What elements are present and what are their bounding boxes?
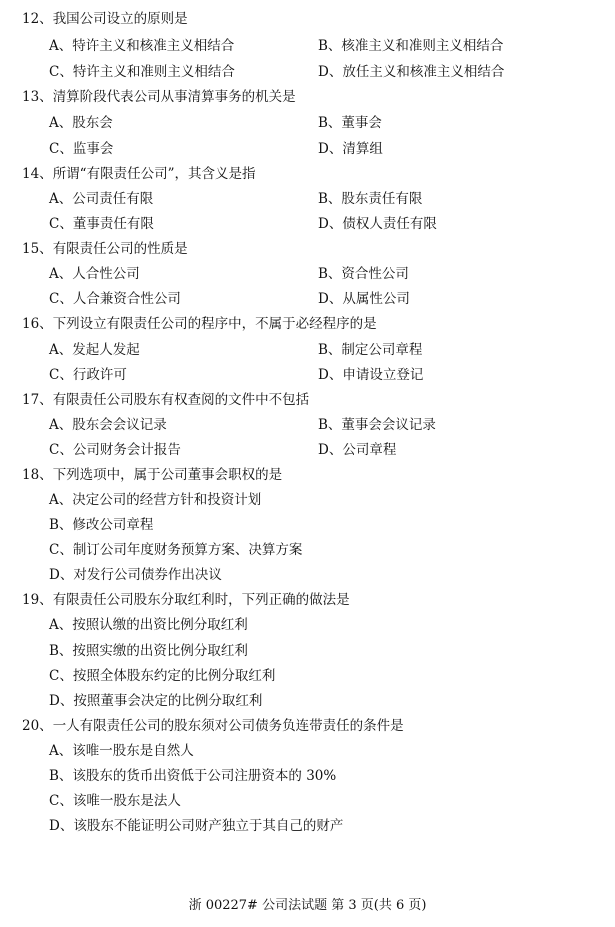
option-d: D、清算组 [318, 141, 383, 157]
option-d: D、按照董事会决定的比例分取红利 [49, 693, 263, 709]
question-16 [22, 315, 377, 333]
option-a: A、该唯一股东是自然人 [49, 743, 194, 759]
question-stem: 一人有限责任公司的股东须对公司债务负连带责任的条件是 [52, 718, 404, 734]
option-b: B、董事会 [318, 115, 382, 131]
question-number: 13、 [22, 89, 53, 105]
option-a: A、股东会会议记录 [49, 417, 167, 433]
question-15 [22, 240, 188, 258]
option-c: C、特许主义和准则主义相结合 [49, 64, 235, 80]
option-a: A、人合性公司 [49, 266, 140, 282]
option-d: D、放任主义和核准主义相结合 [318, 64, 505, 80]
option-b: B、修改公司章程 [49, 517, 154, 533]
question-number: 15、 [22, 241, 53, 257]
option-a: A、公司责任有限 [49, 191, 154, 207]
option-d: D、债权人责任有限 [318, 216, 437, 232]
option-d: D、对发行公司债券作出决议 [49, 567, 222, 583]
option-a: A、决定公司的经营方针和投资计划 [49, 492, 262, 508]
question-stem: 有限责任公司股东分取红利时，下列正确的做法是 [52, 592, 350, 608]
option-c: C、按照全体股东约定的比例分取红利 [49, 668, 276, 684]
option-c: C、行政许可 [49, 367, 127, 383]
question-stem: 下列选项中，属于公司董事会职权的是 [52, 467, 283, 483]
question-number: 18、 [22, 467, 53, 483]
option-b: B、制定公司章程 [318, 342, 423, 358]
option-a: A、特许主义和核准主义相结合 [49, 38, 235, 54]
question-number: 17、 [22, 392, 53, 408]
option-b: B、董事会会议记录 [318, 417, 436, 433]
option-d: D、从属性公司 [318, 291, 410, 307]
question-stem: 清算阶段代表公司从事清算事务的机关是 [52, 89, 296, 105]
question-13 [22, 88, 296, 106]
question-14 [22, 165, 256, 183]
question-number: 20、 [22, 718, 53, 734]
question-18 [22, 466, 282, 484]
question-stem: 我国公司设立的原则是 [52, 11, 188, 27]
question-stem: 下列设立有限责任公司的程序中，不属于必经程序的是 [52, 316, 377, 332]
option-c: C、人合兼资合性公司 [49, 291, 181, 307]
option-a: A、股东会 [49, 115, 113, 131]
question-number: 16、 [22, 316, 53, 332]
page-footer: 浙 00227# 公司法试题 第 3 页(共 6 页) [188, 898, 427, 913]
question-19 [22, 591, 350, 609]
option-c: C、监事会 [49, 141, 114, 157]
option-c: C、公司财务会计报告 [49, 442, 181, 458]
option-d: D、申请设立登记 [318, 367, 424, 383]
question-number: 12、 [22, 11, 53, 27]
option-b: B、股东责任有限 [318, 191, 423, 207]
option-b: B、按照实缴的出资比例分取红利 [49, 643, 248, 659]
question-17 [22, 391, 309, 409]
option-b: B、资合性公司 [318, 266, 409, 282]
option-c: C、董事责任有限 [49, 216, 154, 232]
question-number: 19、 [22, 592, 53, 608]
option-c: C、制订公司年度财务预算方案、决算方案 [49, 542, 303, 558]
question-stem: 所谓“有限责任公司”，其含义是指 [52, 166, 256, 182]
option-b: B、核准主义和准则主义相结合 [318, 38, 504, 54]
question-12 [22, 10, 188, 28]
option-b: B、该股东的货币出资低于公司注册资本的 30% [49, 768, 337, 784]
question-20 [22, 717, 404, 735]
option-a: A、发起人发起 [49, 342, 140, 358]
question-stem: 有限责任公司股东有权查阅的文件中不包括 [52, 392, 310, 408]
question-number: 14、 [22, 166, 53, 182]
option-d: D、公司章程 [318, 442, 397, 458]
option-a: A、按照认缴的出资比例分取红利 [49, 617, 248, 633]
option-d: D、该股东不能证明公司财产独立于其自己的财产 [49, 818, 344, 834]
option-c: C、该唯一股东是法人 [49, 793, 181, 809]
question-stem: 有限责任公司的性质是 [52, 241, 188, 257]
